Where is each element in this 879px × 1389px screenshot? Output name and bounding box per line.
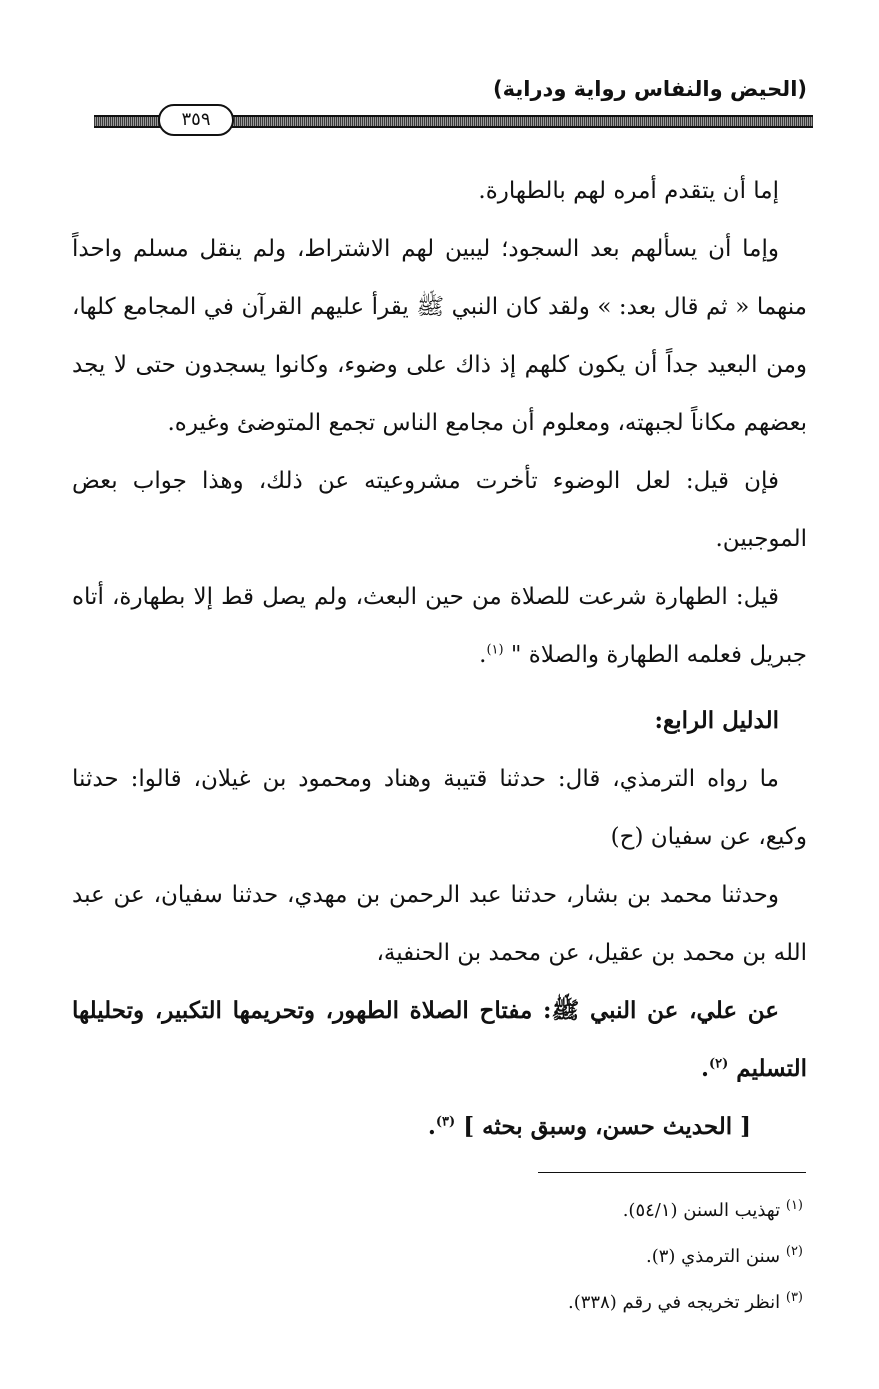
footnote-3 — [72, 1280, 807, 1326]
footnote-ref-1[interactable]: (١) — [486, 642, 504, 658]
hadith-body: عن علي، عن النبي ﷺ: مفتاح الصلاة الطهور، وتحريمها التكبير، وتحليلها التسليم — [72, 997, 807, 1082]
footnote-separator — [538, 1172, 806, 1173]
footnotes — [72, 1188, 807, 1326]
page-number: ٣٥٩ — [158, 104, 234, 136]
paragraph-4-text: قيل: الطهارة شرعت للصلاة من حين البعث، ولم يصل قط إلا بطهارة، أتاه جبريل فعلمه الطهارة والصلاة " — [72, 584, 807, 668]
hadith-grading — [72, 1098, 807, 1156]
paragraph-3: فإن قيل: لعل الوضوء تأخرت مشروعيته عن ذلك، وهذا جواب بعض الموجبين. — [72, 468, 807, 552]
footnote-3-number: (٣) — [785, 1290, 803, 1305]
footnote-ref-2[interactable]: (٢) — [708, 1056, 729, 1072]
hadith-end: . — [700, 1055, 709, 1082]
footnote-2-text: سنن الترمذي (٣). — [645, 1246, 781, 1267]
main-text — [72, 162, 807, 1156]
footnote-1-text: تهذيب السنن (٥٤/١). — [622, 1200, 781, 1221]
paragraph-2: وإما أن يسألهم بعد السجود؛ ليبين لهم الاشتراط، ولم ينقل مسلم واحداً منهما « ثم قال بعد: » ولقد كان النبي ﷺ يقرأ عليهم القرآن في المجامع كلها، ومن البعيد جداً أن يكون كلهم إذ ذاك على وضوء، وكانوا يسجدون حتى لا يجد بعضهم مكاناً لجبهته، ومعلوم أن مجامع الناس تجمع المتوضئ وغيره. — [72, 236, 807, 436]
running-title: (الحيض والنفاس رواية ودراية) — [493, 77, 807, 101]
footnote-1-number: (١) — [785, 1198, 803, 1213]
hadith-grading-end: . — [427, 1113, 436, 1140]
hadith-grading-text: [ الحديث حسن، وسبق بحثه ] — [463, 1113, 751, 1140]
footnote-1 — [72, 1188, 807, 1234]
footnote-2 — [72, 1234, 807, 1280]
paragraph-1: إما أن يتقدم أمره لهم بالطهارة. — [478, 178, 779, 204]
hadith-text — [72, 982, 807, 1098]
paragraph-4 — [72, 568, 807, 684]
footnote-2-number: (٢) — [785, 1244, 803, 1259]
paragraph-5: ما رواه الترمذي، قال: حدثنا قتيبة وهناد ومحمود بن غيلان، قالوا: حدثنا وكيع، عن سفيان (ح) — [72, 766, 807, 850]
footnote-ref-3[interactable]: (٣) — [435, 1114, 456, 1130]
footnote-3-text: انظر تخريجه في رقم (٣٣٨). — [568, 1292, 781, 1313]
section-heading: الدليل الرابع: — [654, 707, 779, 734]
paragraph-4-end: . — [479, 642, 487, 668]
paragraph-6: وحدثنا محمد بن بشار، حدثنا عبد الرحمن بن مهدي، حدثنا سفيان، عن عبد الله بن محمد بن عقيل، عن محمد بن الحنفية، — [72, 882, 807, 966]
